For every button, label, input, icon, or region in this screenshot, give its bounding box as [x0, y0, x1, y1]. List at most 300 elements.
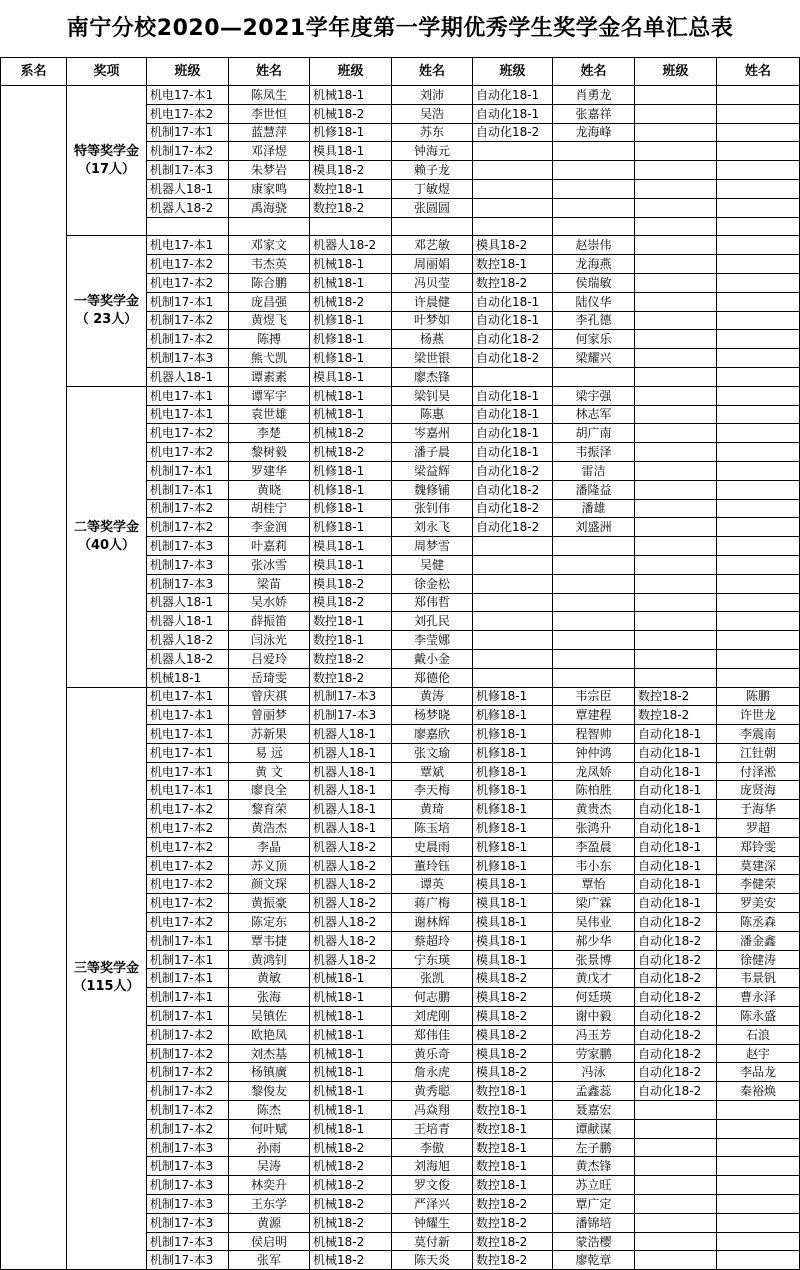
class-cell	[473, 161, 553, 180]
class-cell: 机电17-本1	[147, 762, 229, 781]
class-cell	[635, 1101, 717, 1120]
student-name-cell: 付泽淞	[717, 762, 800, 781]
student-name-cell: 颜文琛	[229, 875, 310, 894]
student-name-cell: 梁益辉	[392, 461, 473, 480]
student-name-cell: 覃韦捷	[229, 931, 310, 950]
class-cell: 机修18-1	[310, 330, 392, 349]
header-cell: 班级	[310, 58, 392, 86]
student-name-cell: 聂嘉宏	[553, 1101, 635, 1120]
student-name-cell: 黄杰锋	[553, 1157, 635, 1176]
class-cell: 自动化18-1	[473, 86, 553, 105]
class-cell: 模具18-2	[473, 969, 553, 988]
student-name-cell: 韦杰英	[229, 255, 310, 274]
student-name-cell: 李盈晨	[553, 837, 635, 856]
student-name-cell: 何志鹏	[392, 988, 473, 1007]
student-name-cell: 黄戊才	[553, 969, 635, 988]
class-cell: 自动化18-2	[473, 330, 553, 349]
class-cell: 机制17-本3	[310, 687, 392, 706]
class-cell	[635, 612, 717, 631]
class-cell: 自动化18-1	[635, 856, 717, 875]
class-cell: 机电17-本2	[147, 424, 229, 443]
student-name-cell: 黄涛	[392, 687, 473, 706]
student-name-cell	[717, 349, 800, 368]
student-name-cell: 程智帅	[553, 725, 635, 744]
class-cell: 机器人18-2	[310, 931, 392, 950]
class-cell: 模具18-1	[310, 537, 392, 556]
student-name-cell: 史晨雨	[392, 837, 473, 856]
student-name-cell	[717, 649, 800, 668]
class-cell: 机器人18-1	[147, 593, 229, 612]
class-cell: 机电17-本1	[147, 86, 229, 105]
class-cell: 数控18-1	[310, 612, 392, 631]
class-cell: 机电17-本2	[147, 913, 229, 932]
class-cell: 数控18-2	[310, 649, 392, 668]
student-name-cell: 吴涛	[229, 1157, 310, 1176]
class-cell: 数控18-2	[635, 706, 717, 725]
class-cell	[635, 367, 717, 386]
student-name-cell	[717, 518, 800, 537]
student-name-cell: 张海	[229, 988, 310, 1007]
scholarship-table	[0, 57, 800, 1270]
student-name-cell: 左子鹏	[553, 1138, 635, 1157]
student-name-cell: 钟耀生	[392, 1213, 473, 1232]
class-cell: 自动化18-2	[473, 518, 553, 537]
student-name-cell: 叶梦如	[392, 311, 473, 330]
class-cell: 机器人18-1	[310, 800, 392, 819]
student-name-cell: 蒋广梅	[392, 894, 473, 913]
class-cell: 机修18-1	[473, 856, 553, 875]
student-name-cell: 钟仲鸿	[553, 743, 635, 762]
class-cell: 模具18-1	[310, 142, 392, 161]
class-cell: 机电17-本2	[147, 819, 229, 838]
class-cell: 模具18-2	[473, 1025, 553, 1044]
class-cell: 机器人18-1	[310, 781, 392, 800]
class-cell: 机电17-本1	[147, 706, 229, 725]
student-name-cell	[229, 217, 310, 236]
student-name-cell: 郑铃雯	[717, 837, 800, 856]
class-cell: 自动化18-1	[473, 104, 553, 123]
class-cell: 自动化18-2	[635, 931, 717, 950]
class-cell	[473, 631, 553, 650]
header-cell: 班级	[147, 58, 229, 86]
student-name-cell: 叶嘉莉	[229, 537, 310, 556]
student-name-cell: 胡广南	[553, 424, 635, 443]
student-name-cell: 李震南	[717, 725, 800, 744]
class-cell: 模具18-1	[473, 875, 553, 894]
student-name-cell: 张文瑜	[392, 743, 473, 762]
student-name-cell: 易 远	[229, 743, 310, 762]
student-name-cell: 张钊伟	[392, 499, 473, 518]
student-name-cell: 张鸿升	[553, 819, 635, 838]
student-name-cell: 黄 文	[229, 762, 310, 781]
class-cell: 数控18-1	[473, 1082, 553, 1101]
table-row	[1, 386, 800, 405]
class-cell: 机电17-本1	[147, 725, 229, 744]
class-cell	[635, 555, 717, 574]
student-name-cell: 孙雨	[229, 1138, 310, 1157]
student-name-cell: 林奕升	[229, 1176, 310, 1195]
student-name-cell: 张圆圆	[392, 198, 473, 217]
class-cell	[635, 104, 717, 123]
class-cell: 自动化18-2	[635, 1063, 717, 1082]
class-cell: 机械18-1	[310, 273, 392, 292]
class-cell: 机械18-1	[310, 1007, 392, 1026]
class-cell	[635, 499, 717, 518]
student-name-cell: 禹海骁	[229, 198, 310, 217]
student-name-cell	[717, 555, 800, 574]
class-cell	[635, 161, 717, 180]
award-count: （ 23人）	[75, 312, 138, 328]
class-cell	[635, 386, 717, 405]
class-cell: 模具18-2	[473, 1044, 553, 1063]
student-name-cell: 谭英	[392, 875, 473, 894]
student-name-cell: 康家鸣	[229, 179, 310, 198]
award-cell	[67, 86, 147, 236]
student-name-cell: 吴镇佐	[229, 1007, 310, 1026]
student-name-cell: 黎育荣	[229, 800, 310, 819]
student-name-cell: 肖勇龙	[553, 86, 635, 105]
student-name-cell: 杨燕	[392, 330, 473, 349]
student-name-cell: 陈定东	[229, 913, 310, 932]
student-name-cell: 张凯	[392, 969, 473, 988]
student-name-cell: 王东学	[229, 1195, 310, 1214]
student-name-cell: 熊弋凯	[229, 349, 310, 368]
student-name-cell	[717, 104, 800, 123]
class-cell: 自动化18-1	[635, 800, 717, 819]
class-cell: 机制17-本2	[147, 1063, 229, 1082]
student-name-cell: 刘虎刚	[392, 1007, 473, 1026]
class-cell: 数控18-1	[310, 179, 392, 198]
header-cell: 姓名	[717, 58, 800, 86]
class-cell	[635, 198, 717, 217]
class-cell: 数控18-1	[473, 1101, 553, 1120]
class-cell: 机制17-本1	[147, 1007, 229, 1026]
student-name-cell: 赵崇伟	[553, 236, 635, 255]
class-cell: 机器人18-2	[147, 198, 229, 217]
student-name-cell	[717, 443, 800, 462]
student-name-cell: 陈搏	[229, 330, 310, 349]
class-cell	[635, 480, 717, 499]
class-cell: 机电17-本2	[147, 856, 229, 875]
student-name-cell: 刘杰基	[229, 1044, 310, 1063]
student-name-cell: 陈永盛	[717, 1007, 800, 1026]
student-name-cell: 苏东	[392, 123, 473, 142]
class-cell: 机械18-1	[310, 255, 392, 274]
student-name-cell	[553, 574, 635, 593]
student-name-cell: 严泽兴	[392, 1195, 473, 1214]
student-name-cell: 邓艺敏	[392, 236, 473, 255]
student-name-cell: 周丽娟	[392, 255, 473, 274]
class-cell: 自动化18-1	[635, 819, 717, 838]
class-cell	[635, 1119, 717, 1138]
header-row	[1, 58, 800, 86]
class-cell	[635, 1157, 717, 1176]
header-cell: 班级	[635, 58, 717, 86]
class-cell: 自动化18-2	[635, 988, 717, 1007]
student-name-cell: 黄晓	[229, 480, 310, 499]
class-cell: 自动化18-1	[473, 405, 553, 424]
class-cell: 机制17-本2	[147, 330, 229, 349]
class-cell: 机电17-本2	[147, 800, 229, 819]
class-cell: 数控18-1	[310, 631, 392, 650]
student-name-cell	[717, 593, 800, 612]
student-name-cell: 刘孔民	[392, 612, 473, 631]
student-name-cell	[717, 367, 800, 386]
class-cell: 数控18-2	[635, 687, 717, 706]
student-name-cell: 谭素素	[229, 367, 310, 386]
class-cell: 机器人18-2	[310, 837, 392, 856]
class-cell: 机修18-1	[473, 743, 553, 762]
class-cell	[473, 612, 553, 631]
class-cell: 机修18-1	[310, 349, 392, 368]
student-name-cell: 何廷瑛	[553, 988, 635, 1007]
student-name-cell: 秦裕焕	[717, 1082, 800, 1101]
student-name-cell: 陈天炎	[392, 1251, 473, 1270]
student-name-cell: 梁世银	[392, 349, 473, 368]
student-name-cell: 罗文俊	[392, 1176, 473, 1195]
class-cell	[635, 86, 717, 105]
class-cell	[635, 1251, 717, 1270]
class-cell: 数控18-1	[473, 1157, 553, 1176]
student-name-cell: 赖子龙	[392, 161, 473, 180]
award-cell	[67, 386, 147, 687]
class-cell: 机器人18-1	[147, 179, 229, 198]
class-cell: 机械18-1	[147, 668, 229, 687]
class-cell: 机械18-2	[310, 1195, 392, 1214]
award-name: 二等奖学金	[73, 519, 139, 535]
student-name-cell: 廖良全	[229, 781, 310, 800]
class-cell: 模具18-1	[473, 894, 553, 913]
header-cell: 奖项	[67, 58, 147, 86]
class-cell: 机电17-本1	[147, 781, 229, 800]
student-name-cell: 韦宗臣	[553, 687, 635, 706]
class-cell: 机电17-本2	[147, 443, 229, 462]
class-cell: 自动化18-1	[635, 762, 717, 781]
class-cell: 机制17-本1	[147, 480, 229, 499]
class-cell: 机制17-本2	[147, 1025, 229, 1044]
class-cell: 机制17-本3	[310, 706, 392, 725]
student-name-cell: 郝少华	[553, 931, 635, 950]
student-name-cell: 廖杰锋	[392, 367, 473, 386]
student-name-cell: 王培青	[392, 1119, 473, 1138]
student-name-cell	[717, 537, 800, 556]
class-cell: 数控18-2	[473, 273, 553, 292]
class-cell: 自动化18-2	[473, 480, 553, 499]
student-name-cell: 张嘉祥	[553, 104, 635, 123]
class-cell: 机制17-本2	[147, 142, 229, 161]
class-cell: 自动化18-1	[635, 743, 717, 762]
class-cell	[635, 311, 717, 330]
student-name-cell: 梁宇强	[553, 386, 635, 405]
class-cell: 机电17-本2	[147, 875, 229, 894]
class-cell: 模具18-2	[473, 988, 553, 1007]
student-name-cell: 赵宇	[717, 1044, 800, 1063]
student-name-cell	[717, 273, 800, 292]
student-name-cell	[392, 217, 473, 236]
student-name-cell: 覃广定	[553, 1195, 635, 1214]
class-cell: 数控18-1	[473, 1176, 553, 1195]
class-cell: 机制17-本1	[147, 461, 229, 480]
student-name-cell: 周梦雪	[392, 537, 473, 556]
class-cell: 自动化18-2	[473, 123, 553, 142]
student-name-cell	[717, 1232, 800, 1251]
class-cell: 机制17-本1	[147, 988, 229, 1007]
student-name-cell: 罗超	[717, 819, 800, 838]
student-name-cell: 罗建华	[229, 461, 310, 480]
student-name-cell: 陈丞森	[717, 913, 800, 932]
student-name-cell: 黄秀聪	[392, 1082, 473, 1101]
student-name-cell	[553, 593, 635, 612]
student-name-cell: 龙海峰	[553, 123, 635, 142]
student-name-cell: 董玲钰	[392, 856, 473, 875]
class-cell: 机器人18-2	[310, 913, 392, 932]
student-name-cell: 吴伟业	[553, 913, 635, 932]
student-name-cell: 刘永飞	[392, 518, 473, 537]
student-name-cell: 张军	[229, 1251, 310, 1270]
class-cell: 机器人18-2	[310, 875, 392, 894]
student-name-cell: 于海华	[717, 800, 800, 819]
student-name-cell: 蓝慧萍	[229, 123, 310, 142]
class-cell: 机械18-1	[310, 1063, 392, 1082]
class-cell: 机修18-1	[310, 499, 392, 518]
header-cell: 系名	[1, 58, 67, 86]
student-name-cell	[717, 480, 800, 499]
class-cell: 数控18-2	[473, 1232, 553, 1251]
student-name-cell: 侯启明	[229, 1232, 310, 1251]
class-cell	[635, 1213, 717, 1232]
student-name-cell: 吴健	[392, 555, 473, 574]
class-cell: 机制17-本3	[147, 1157, 229, 1176]
class-cell: 机修18-1	[473, 687, 553, 706]
class-cell: 自动化18-1	[473, 386, 553, 405]
class-cell: 机制17-本1	[147, 292, 229, 311]
class-cell: 机械18-1	[310, 1101, 392, 1120]
student-name-cell: 胡桂宁	[229, 499, 310, 518]
student-name-cell: 江钍朝	[717, 743, 800, 762]
class-cell: 自动化18-1	[635, 781, 717, 800]
class-cell: 模具18-2	[473, 1063, 553, 1082]
student-name-cell: 苏义顶	[229, 856, 310, 875]
student-name-cell: 黎树毅	[229, 443, 310, 462]
class-cell: 模具18-1	[310, 367, 392, 386]
student-name-cell	[717, 499, 800, 518]
student-name-cell: 潘子晨	[392, 443, 473, 462]
student-name-cell	[717, 1213, 800, 1232]
class-cell	[473, 593, 553, 612]
student-name-cell: 谭军宇	[229, 386, 310, 405]
class-cell	[635, 649, 717, 668]
class-cell: 自动化18-1	[473, 424, 553, 443]
class-cell: 机制17-本3	[147, 349, 229, 368]
class-cell	[635, 217, 717, 236]
student-name-cell	[553, 631, 635, 650]
student-name-cell	[717, 292, 800, 311]
student-name-cell: 廖嘉欣	[392, 725, 473, 744]
student-name-cell: 庞贤海	[717, 781, 800, 800]
student-name-cell: 谢中毅	[553, 1007, 635, 1026]
student-name-cell	[553, 612, 635, 631]
student-name-cell	[717, 311, 800, 330]
student-name-cell: 冯贝莹	[392, 273, 473, 292]
class-cell	[635, 537, 717, 556]
student-name-cell: 潘雄	[553, 499, 635, 518]
class-cell: 自动化18-2	[635, 1082, 717, 1101]
student-name-cell	[717, 330, 800, 349]
student-name-cell	[553, 179, 635, 198]
class-cell	[473, 217, 553, 236]
student-name-cell: 李傲	[392, 1138, 473, 1157]
student-name-cell: 黄贵杰	[553, 800, 635, 819]
student-name-cell	[717, 179, 800, 198]
award-count: （115人）	[73, 979, 140, 995]
class-cell: 机制17-本3	[147, 1195, 229, 1214]
class-cell: 机制17-本1	[147, 931, 229, 950]
class-cell	[635, 179, 717, 198]
class-cell: 机器人18-1	[147, 367, 229, 386]
student-name-cell	[717, 386, 800, 405]
student-name-cell: 杨镇廣	[229, 1063, 310, 1082]
student-name-cell: 吴水娇	[229, 593, 310, 612]
student-name-cell: 何叶赋	[229, 1119, 310, 1138]
class-cell	[473, 198, 553, 217]
class-cell: 机制17-本2	[147, 1082, 229, 1101]
student-name-cell	[717, 461, 800, 480]
class-cell	[473, 179, 553, 198]
class-cell: 机制17-本3	[147, 537, 229, 556]
student-name-cell	[717, 198, 800, 217]
student-name-cell: 邓泽煜	[229, 142, 310, 161]
student-name-cell: 石浪	[717, 1025, 800, 1044]
class-cell: 机电17-本2	[147, 273, 229, 292]
student-name-cell	[553, 555, 635, 574]
class-cell: 机制17-本2	[147, 499, 229, 518]
class-cell: 机械18-2	[310, 292, 392, 311]
class-cell: 机电17-本2	[147, 837, 229, 856]
class-cell: 自动化18-1	[473, 292, 553, 311]
student-name-cell: 罗美安	[717, 894, 800, 913]
student-name-cell	[553, 668, 635, 687]
class-cell: 机制17-本2	[147, 311, 229, 330]
student-name-cell: 岳琦雯	[229, 668, 310, 687]
student-name-cell: 陈惠	[392, 405, 473, 424]
student-name-cell: 吴浩	[392, 104, 473, 123]
class-cell: 机修18-1	[310, 480, 392, 499]
student-name-cell	[553, 367, 635, 386]
student-name-cell: 潘金鑫	[717, 931, 800, 950]
class-cell	[635, 123, 717, 142]
student-name-cell	[717, 142, 800, 161]
award-cell	[67, 687, 147, 1270]
student-name-cell	[717, 1195, 800, 1214]
class-cell: 机制17-本2	[147, 1044, 229, 1063]
student-name-cell: 黄鸿钊	[229, 950, 310, 969]
class-cell: 自动化18-1	[635, 875, 717, 894]
student-name-cell	[717, 255, 800, 274]
student-name-cell: 陈柏胜	[553, 781, 635, 800]
class-cell	[473, 367, 553, 386]
student-name-cell	[717, 1176, 800, 1195]
class-cell: 模具18-2	[310, 593, 392, 612]
student-name-cell: 岑嘉州	[392, 424, 473, 443]
class-cell: 机修18-1	[310, 518, 392, 537]
student-name-cell: 郑伟佳	[392, 1025, 473, 1044]
class-cell: 机电17-本1	[147, 405, 229, 424]
class-cell: 机器人18-1	[310, 819, 392, 838]
student-name-cell: 谭献谋	[553, 1119, 635, 1138]
class-cell: 自动化18-1	[635, 725, 717, 744]
class-cell	[473, 574, 553, 593]
class-cell: 自动化18-2	[473, 499, 553, 518]
